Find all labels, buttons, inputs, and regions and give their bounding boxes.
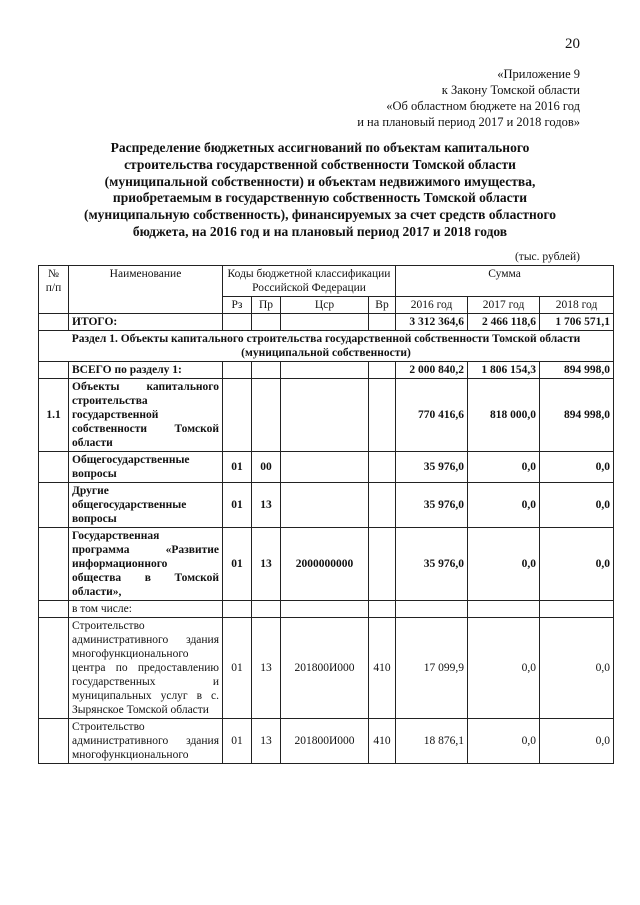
- title-line: бюджета, на 2016 год и на плановый период 2017 и 2018 годов: [132, 223, 508, 239]
- row-vr: 410: [369, 719, 396, 764]
- row-num: [39, 483, 69, 528]
- row-pr: 13: [252, 528, 281, 601]
- title-line: Распределение бюджетных ассигнований по объектам капитального: [110, 140, 530, 155]
- row-rz: 01: [223, 528, 252, 601]
- row-2018: 0,0: [540, 452, 614, 483]
- title-line: (муниципальной собственности) и объектам недвижимого имущества,: [104, 173, 536, 189]
- header-rz: Рз: [223, 297, 252, 314]
- row-vr: [369, 528, 396, 601]
- appendix-header: [280, 66, 580, 130]
- table-row: [39, 452, 614, 483]
- row-num: [39, 601, 69, 618]
- appendix-line: «Приложение 9: [497, 67, 580, 81]
- row-2017: 0,0: [468, 483, 540, 528]
- total-2018: 1 706 571,1: [540, 314, 614, 331]
- section-heading-row: [39, 331, 614, 362]
- title-line: приобретаемым в государственную собственность Томской области: [112, 190, 528, 206]
- row-vr: [369, 452, 396, 483]
- header-row: [39, 266, 614, 297]
- row-name: Государственная программа «Развитие информационного общества в Томской области»,: [69, 528, 223, 601]
- header-2018: 2018 год: [540, 297, 614, 314]
- row-2016: 35 976,0: [396, 452, 468, 483]
- header-vr: Вр: [369, 297, 396, 314]
- row-vr: [369, 379, 396, 452]
- section-total-row: [39, 362, 614, 379]
- header-csr: Цср: [281, 297, 369, 314]
- total-label: ИТОГО:: [69, 314, 223, 331]
- row-2018: 0,0: [540, 483, 614, 528]
- row-csr: [281, 452, 369, 483]
- row-name: Общегосударственные вопросы: [69, 452, 223, 483]
- row-2018: 0,0: [540, 618, 614, 719]
- row-2018: 0,0: [540, 528, 614, 601]
- section-total-2016: 2 000 840,2: [396, 362, 468, 379]
- row-2018: 0,0: [540, 719, 614, 764]
- table-row: [39, 483, 614, 528]
- header-2017: 2017 год: [468, 297, 540, 314]
- row-2017: 818 000,0: [468, 379, 540, 452]
- budget-table: [38, 265, 614, 764]
- row-vr: 410: [369, 618, 396, 719]
- section-title: Раздел 1. Объекты капитального строительства государственной собственности Томской области (муниципальной собственности): [39, 331, 614, 362]
- header-name: Наименование: [69, 266, 223, 314]
- row-rz: 01: [223, 452, 252, 483]
- row-2017: 0,0: [468, 618, 540, 719]
- row-rz: 01: [223, 483, 252, 528]
- row-num: [39, 528, 69, 601]
- title-line: строительства государственной собственности Томской области: [124, 156, 516, 172]
- table-row: [39, 719, 614, 764]
- row-csr: 201800И000: [281, 618, 369, 719]
- row-pr: 13: [252, 719, 281, 764]
- row-rz: 01: [223, 719, 252, 764]
- row-pr: 13: [252, 618, 281, 719]
- page-number: 20: [565, 36, 580, 52]
- row-vr: [369, 483, 396, 528]
- table-row: [39, 528, 614, 601]
- row-2016: 35 976,0: [396, 528, 468, 601]
- row-name: в том числе:: [69, 601, 223, 618]
- row-2016: 17 099,9: [396, 618, 468, 719]
- units-label: (тыс. рублей): [514, 251, 580, 263]
- appendix-line: «Об областном бюджете на 2016 год: [386, 99, 580, 113]
- row-name: Строительство административного здания многофункционального центра по предоставлению государственных и муниципальных услуг в с. Зырянское Томской области: [69, 618, 223, 719]
- row-name: Объекты капитального строительства государственной собственности Томской области: [69, 379, 223, 452]
- section-total-2017: 1 806 154,3: [468, 362, 540, 379]
- table-row: [39, 601, 614, 618]
- document-title: [68, 140, 572, 241]
- row-csr: [281, 379, 369, 452]
- row-2017: 0,0: [468, 719, 540, 764]
- row-2017: 0,0: [468, 452, 540, 483]
- total-row: [39, 314, 614, 331]
- total-2016: 3 312 364,6: [396, 314, 468, 331]
- row-pr: 13: [252, 483, 281, 528]
- row-num: [39, 618, 69, 719]
- row-2016: 770 416,6: [396, 379, 468, 452]
- header-pr: Пр: [252, 297, 281, 314]
- table-row: [39, 618, 614, 719]
- header-codes: Коды бюджетной классификации Российской Федерации: [223, 266, 396, 297]
- section-total-label: ВСЕГО по разделу 1:: [69, 362, 223, 379]
- row-rz: 01: [223, 618, 252, 719]
- row-num: [39, 719, 69, 764]
- appendix-line: к Закону Томской области: [441, 83, 580, 97]
- table-row: [39, 379, 614, 452]
- row-name: Строительство административного здания многофункционального: [69, 719, 223, 764]
- row-csr: 201800И000: [281, 719, 369, 764]
- header-2016: 2016 год: [396, 297, 468, 314]
- row-csr: [281, 483, 369, 528]
- row-pr: 00: [252, 452, 281, 483]
- total-2017: 2 466 118,6: [468, 314, 540, 331]
- row-num: [39, 452, 69, 483]
- header-sum: Сумма: [396, 266, 614, 297]
- row-pr: [252, 379, 281, 452]
- row-2016: 35 976,0: [396, 483, 468, 528]
- section-total-2018: 894 998,0: [540, 362, 614, 379]
- header-num: № п/п: [39, 266, 69, 314]
- title-line: (муниципальную собственность), финансируемых за счет средств областного: [83, 207, 557, 223]
- appendix-line: и на плановый период 2017 и 2018 годов»: [357, 115, 580, 129]
- row-2017: 0,0: [468, 528, 540, 601]
- row-num: 1.1: [39, 379, 69, 452]
- row-2018: 894 998,0: [540, 379, 614, 452]
- row-csr: 2000000000: [281, 528, 369, 601]
- row-2016: 18 876,1: [396, 719, 468, 764]
- row-name: Другие общегосударственные вопросы: [69, 483, 223, 528]
- row-rz: [223, 379, 252, 452]
